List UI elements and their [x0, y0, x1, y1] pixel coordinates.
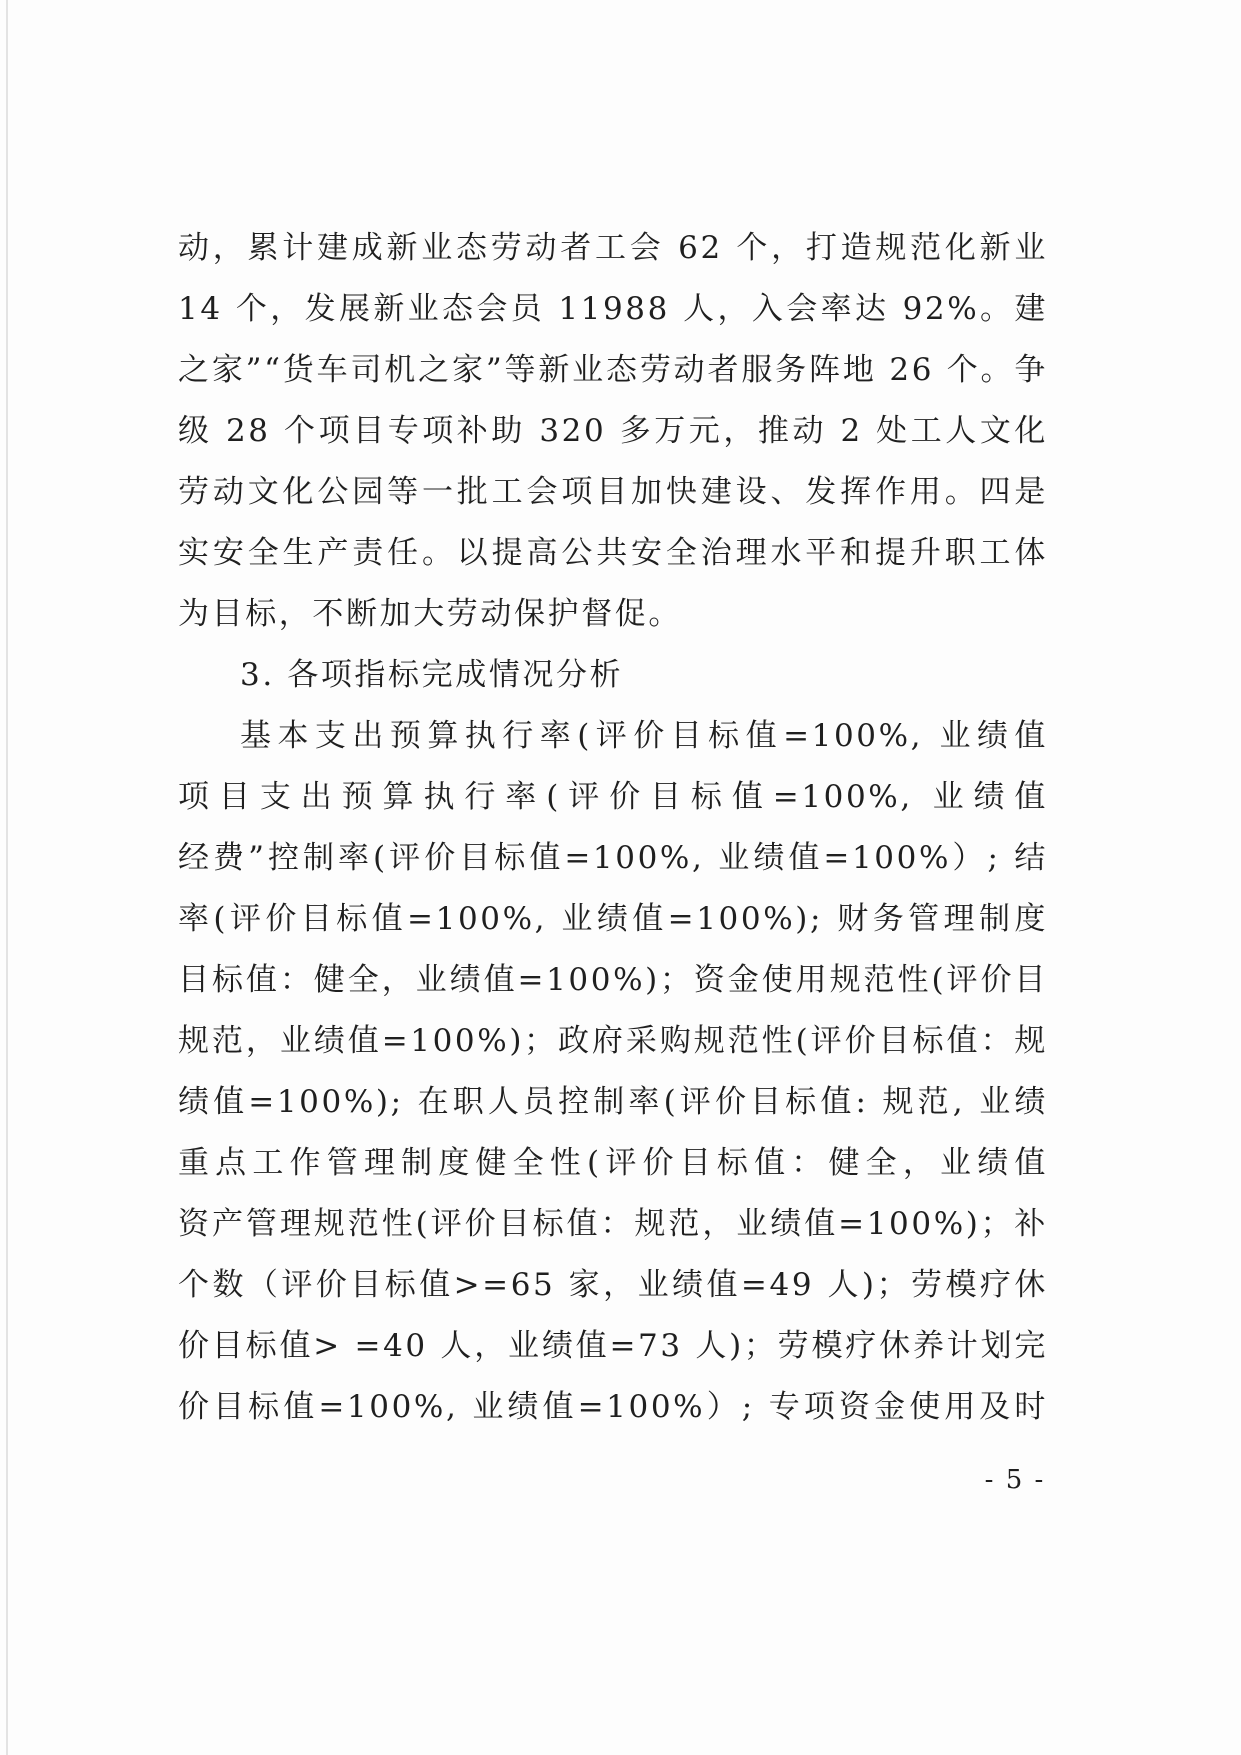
- paragraph-line: 为目标，不断加大劳动保护督促。: [178, 596, 682, 632]
- paragraph-line: 基本支出预算执行率(评价目标值=100%, 业绩值: [240, 718, 1048, 754]
- section-heading: 3. 各项指标完成情况分析: [240, 657, 624, 693]
- paragraph-line: 资产管理规范性(评价目标值：规范，业绩值=100%)；补: [178, 1206, 1048, 1242]
- paragraph-line: 劳动文化公园等一批工会项目加快建设、发挥作用。四是: [178, 474, 1048, 510]
- paragraph-line: 经费”控制率(评价目标值=100%, 业绩值=100%）; 结: [178, 840, 1048, 876]
- paragraph-line: 价目标值> =40 人，业绩值=73 人)；劳模疗休养计划完: [178, 1328, 1048, 1364]
- page-number: - 5 -: [984, 1465, 1046, 1495]
- document-body: [178, 218, 1048, 1438]
- paragraph-line: 之家”“货车司机之家”等新业态劳动者服务阵地 26 个。争: [178, 352, 1048, 388]
- paragraph-line: 实安全生产责任。以提高公共安全治理水平和提升职工体: [178, 535, 1048, 571]
- paragraph-line: 项目支出预算执行率(评价目标值=100%, 业绩值: [178, 779, 1048, 815]
- paragraph-line: 规范，业绩值=100%)；政府采购规范性(评价目标值：规: [178, 1023, 1048, 1059]
- paragraph-line: 动，累计建成新业态劳动者工会 62 个，打造规范化新业: [178, 230, 1048, 266]
- paragraph-line: 级 28 个项目专项补助 320 多万元，推动 2 处工人文化: [178, 413, 1048, 449]
- paragraph-line: 重点工作管理制度健全性(评价目标值：健全，业绩值: [178, 1145, 1048, 1181]
- paragraph-line: 价目标值=100%, 业绩值=100%）; 专项资金使用及时: [178, 1389, 1048, 1425]
- paragraph-line: 绩值=100%); 在职人员控制率(评价目标值: 规范, 业绩: [178, 1084, 1048, 1120]
- paragraph-line: 目标值：健全，业绩值=100%)；资金使用规范性(评价目: [178, 962, 1048, 998]
- paragraph-line: 率(评价目标值=100%, 业绩值=100%); 财务管理制度: [178, 901, 1048, 937]
- paragraph-line: 个数（评价目标值>=65 家，业绩值=49 人)；劳模疗休: [178, 1267, 1048, 1303]
- scan-edge: [6, 0, 8, 1755]
- paragraph-line: 14 个，发展新业态会员 11988 人，入会率达 92%。建: [178, 291, 1048, 327]
